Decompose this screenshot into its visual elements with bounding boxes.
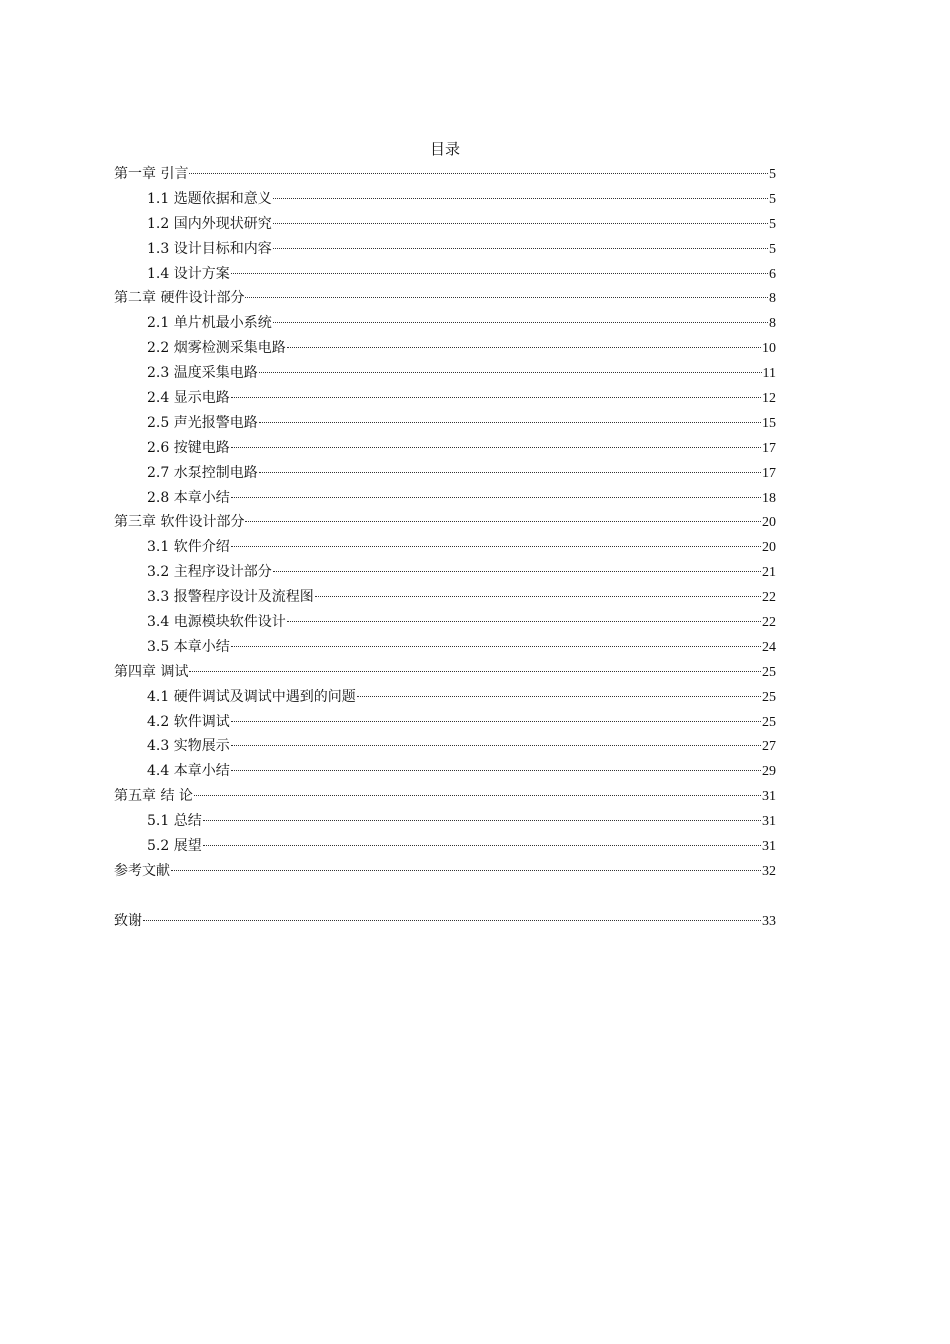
toc-entry-label: 3.1 软件介绍 xyxy=(147,539,230,556)
toc-entry[interactable] xyxy=(114,909,776,934)
toc-entry[interactable] xyxy=(114,361,776,386)
toc-dot-leader xyxy=(231,397,761,398)
toc-entry[interactable] xyxy=(114,585,776,610)
toc-dot-leader xyxy=(203,820,761,821)
toc-entry-page-number: 31 xyxy=(762,789,776,805)
toc-entry[interactable] xyxy=(114,411,776,436)
toc-entry-label: 参考文献 xyxy=(114,862,170,879)
toc-entry[interactable] xyxy=(114,610,776,635)
toc-entry-page-number: 5 xyxy=(769,191,776,207)
toc-entry-page-number: 29 xyxy=(762,764,776,780)
toc-entry[interactable] xyxy=(114,486,776,511)
toc-entry[interactable] xyxy=(114,635,776,660)
toc-dot-leader xyxy=(259,472,761,473)
toc-entry-page-number: 21 xyxy=(762,565,776,581)
toc-entry-label: 第五章 结 论 xyxy=(114,788,193,805)
toc-dot-leader xyxy=(273,571,761,572)
toc-dot-leader xyxy=(273,198,768,199)
toc-entry-page-number: 5 xyxy=(769,167,776,182)
toc-dot-leader xyxy=(189,173,768,174)
toc-entry-page-number: 33 xyxy=(762,913,776,929)
toc-entry-label: 5.1 总结 xyxy=(147,813,202,830)
toc-entry[interactable] xyxy=(114,710,776,735)
toc-entry-label: 4.2 软件调试 xyxy=(147,713,230,730)
toc-entry-page-number: 18 xyxy=(762,490,776,506)
toc-entry-label: 第一章 引言 xyxy=(114,166,189,182)
toc-entry-label: 4.3 实物展示 xyxy=(147,738,230,755)
toc-entry[interactable] xyxy=(114,386,776,411)
toc-entry-page-number: 5 xyxy=(769,216,776,232)
toc-entry-page-number: 32 xyxy=(762,863,776,879)
toc-entry[interactable] xyxy=(114,784,776,809)
toc-dot-leader xyxy=(287,621,761,622)
toc-entry-page-number: 27 xyxy=(762,739,776,755)
toc-entry-page-number: 12 xyxy=(762,391,776,407)
toc-entry-page-number: 20 xyxy=(762,540,776,556)
toc-list xyxy=(114,162,776,934)
toc-entry-page-number: 24 xyxy=(762,639,776,655)
toc-entry-label: 5.2 展望 xyxy=(147,838,202,855)
toc-entry[interactable] xyxy=(114,212,776,237)
toc-entry[interactable] xyxy=(114,560,776,585)
toc-entry[interactable] xyxy=(114,237,776,262)
toc-dot-leader xyxy=(231,497,761,498)
toc-entry-page-number: 17 xyxy=(762,465,776,481)
toc-dot-leader xyxy=(189,671,761,672)
toc-entry-page-number: 17 xyxy=(762,440,776,456)
toc-entry-label: 3.2 主程序设计部分 xyxy=(147,564,272,581)
toc-entry-label: 致谢 xyxy=(114,912,142,929)
toc-entry-page-number: 22 xyxy=(762,590,776,606)
toc-dot-leader xyxy=(203,845,761,846)
toc-entry[interactable] xyxy=(114,685,776,710)
toc-entry-label: 1.1 选题依据和意义 xyxy=(147,190,272,207)
toc-title: 目录 xyxy=(429,140,460,158)
toc-entry-label: 3.3 报警程序设计及流程图 xyxy=(147,589,314,606)
toc-entry-page-number: 10 xyxy=(762,341,776,357)
toc-dot-leader xyxy=(259,422,761,423)
toc-dot-leader xyxy=(287,347,761,348)
toc-dot-leader xyxy=(194,795,761,796)
toc-entry-page-number: 31 xyxy=(762,814,776,830)
toc-dot-leader xyxy=(231,646,761,647)
toc-dot-leader xyxy=(231,273,768,274)
toc-entry-page-number: 8 xyxy=(769,291,776,307)
toc-entry-page-number: 6 xyxy=(769,266,776,282)
toc-entry[interactable] xyxy=(114,834,776,859)
toc-dot-leader xyxy=(231,447,761,448)
toc-entry-label: 4.4 本章小结 xyxy=(147,763,230,780)
toc-dot-leader xyxy=(315,596,761,597)
toc-entry-label: 4.1 硬件调试及调试中遇到的问题 xyxy=(147,688,356,705)
toc-entry[interactable] xyxy=(114,262,776,287)
toc-dot-leader xyxy=(231,721,761,722)
toc-entry-label: 1.2 国内外现状研究 xyxy=(147,215,272,232)
toc-entry[interactable] xyxy=(114,162,776,187)
toc-entry-label: 2.2 烟雾检测采集电路 xyxy=(147,340,286,357)
toc-dot-leader xyxy=(143,920,761,921)
toc-entry-label: 2.5 声光报警电路 xyxy=(147,414,258,431)
toc-entry-page-number: 22 xyxy=(762,615,776,631)
toc-entry-label: 2.6 按键电路 xyxy=(147,439,230,456)
table-of-contents xyxy=(114,137,776,934)
toc-dot-leader xyxy=(231,546,761,547)
toc-entry-page-number: 5 xyxy=(769,241,776,257)
toc-dot-leader xyxy=(259,372,762,373)
toc-entry-page-number: 25 xyxy=(762,714,776,730)
toc-entry-label: 3.4 电源模块软件设计 xyxy=(147,614,286,631)
toc-entry[interactable] xyxy=(114,859,776,884)
toc-entry[interactable] xyxy=(114,759,776,784)
toc-dot-leader xyxy=(245,521,761,522)
toc-dot-leader xyxy=(245,297,768,298)
toc-entry[interactable] xyxy=(114,286,776,311)
toc-entry-page-number: 15 xyxy=(762,415,776,431)
toc-entry[interactable] xyxy=(114,187,776,212)
toc-dot-leader xyxy=(357,696,761,697)
toc-entry-label: 2.1 单片机最小系统 xyxy=(147,315,272,332)
toc-entry[interactable] xyxy=(114,336,776,361)
toc-entry[interactable] xyxy=(114,734,776,759)
toc-entry-label: 2.8 本章小结 xyxy=(147,489,230,506)
toc-entry-label: 2.3 温度采集电路 xyxy=(147,365,258,382)
toc-dot-leader xyxy=(273,223,768,224)
toc-entry-page-number: 31 xyxy=(762,839,776,855)
toc-dot-leader xyxy=(273,248,768,249)
toc-entry-page-number: 25 xyxy=(762,664,776,680)
toc-entry[interactable] xyxy=(114,510,776,535)
toc-entry-label: 第二章 硬件设计部分 xyxy=(114,290,245,307)
toc-entry[interactable] xyxy=(114,436,776,461)
toc-dot-leader xyxy=(231,745,761,746)
toc-entry-label: 1.4 设计方案 xyxy=(147,265,230,282)
toc-entry-label: 2.4 显示电路 xyxy=(147,390,230,407)
toc-entry-page-number: 11 xyxy=(762,366,776,382)
toc-entry-label: 3.5 本章小结 xyxy=(147,638,230,655)
toc-entry-page-number: 25 xyxy=(762,689,776,705)
toc-entry-label: 第四章 调试 xyxy=(114,663,189,680)
toc-entry[interactable] xyxy=(114,461,776,486)
toc-entry-label: 第三章 软件设计部分 xyxy=(114,514,245,531)
toc-dot-leader xyxy=(273,322,768,323)
toc-entry-label: 2.7 水泵控制电路 xyxy=(147,464,258,481)
toc-entry-page-number: 20 xyxy=(762,515,776,531)
toc-dot-leader xyxy=(231,770,761,771)
toc-entry[interactable] xyxy=(114,311,776,336)
toc-entry[interactable] xyxy=(114,660,776,685)
toc-entry[interactable] xyxy=(114,535,776,560)
toc-entry[interactable] xyxy=(114,809,776,834)
toc-entry-page-number: 8 xyxy=(769,316,776,332)
toc-dot-leader xyxy=(171,870,761,871)
toc-entry-label: 1.3 设计目标和内容 xyxy=(147,240,272,257)
